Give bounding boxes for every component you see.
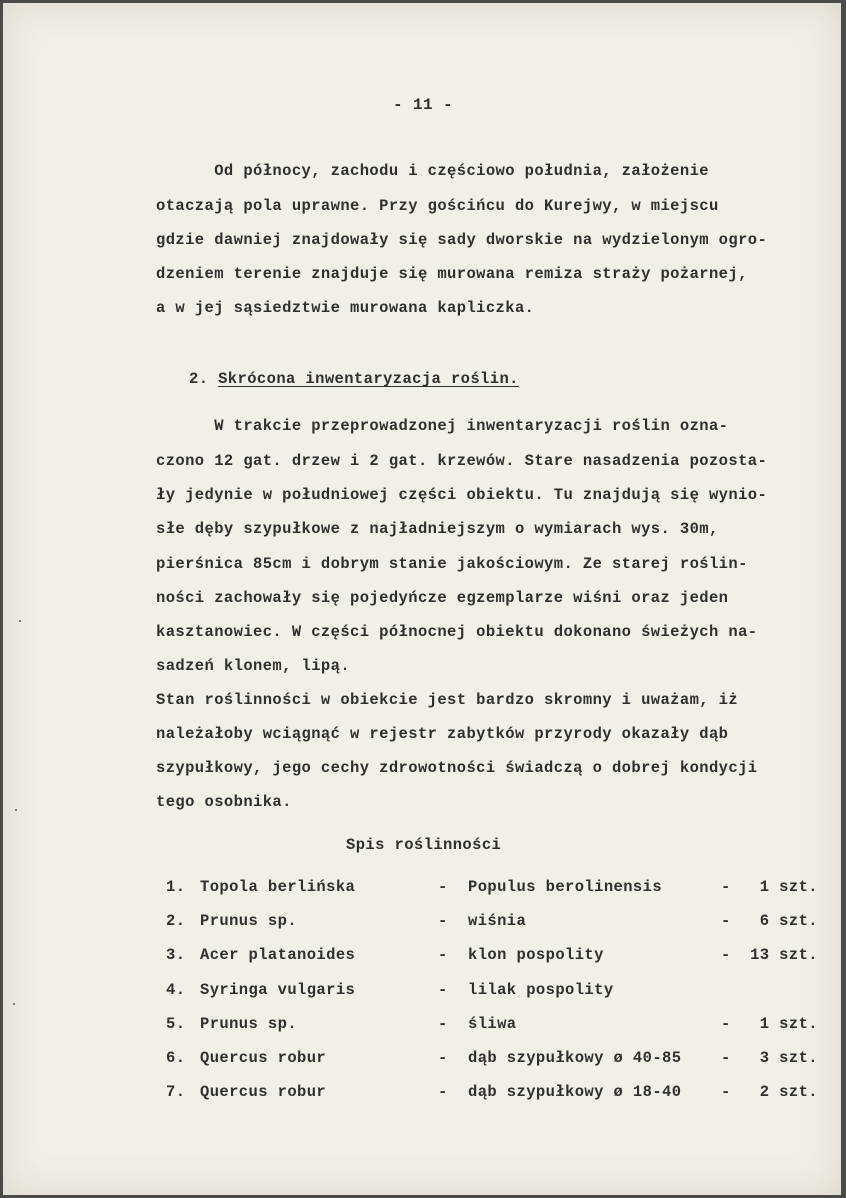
plant-separator: -: [721, 946, 731, 964]
paragraph-line: kasztanowiec. W części północnej obiektu dokonano świeżych na-: [156, 623, 758, 641]
paper-speck: [15, 809, 17, 811]
plant-row: [3, 1083, 841, 1111]
plant-row: [3, 1015, 841, 1043]
plant-name: Acer platanoides: [200, 946, 356, 964]
plant-row: [3, 1049, 841, 1077]
plant-name: Quercus robur: [200, 1049, 327, 1067]
section-heading: [189, 370, 519, 388]
paper-speck: [19, 620, 21, 622]
plant-list-title: Spis roślinności: [346, 836, 502, 854]
plant-description: klon pospolity: [468, 946, 604, 964]
section-title: Skrócona inwentaryzacja roślin.: [218, 370, 519, 388]
plant-name: Quercus robur: [200, 1083, 327, 1101]
plant-quantity: 3 szt.: [759, 1049, 818, 1067]
plant-separator: -: [721, 1083, 731, 1101]
paragraph-line: należałoby wciągnąć w rejestr zabytków przyrody okazały dąb: [156, 725, 729, 743]
paragraph-line: Od północy, zachodu i częściowo południa, założenie: [156, 162, 709, 180]
page-number: - 11 -: [393, 96, 454, 114]
plant-name: Syringa vulgaris: [200, 981, 356, 999]
paragraph-line: gdzie dawniej znajdowały się sady dworskie na wydzielonym ogro-: [156, 231, 768, 249]
paragraph-line: ły jedynie w południowej części obiektu. Tu znajdują się wynio-: [156, 486, 768, 504]
plant-separator: -: [721, 1049, 731, 1067]
paragraph-line: sadzeń klonem, lipą.: [156, 657, 351, 675]
plant-quantity: 2 szt.: [759, 1083, 818, 1101]
plant-separator: -: [438, 1049, 448, 1067]
paragraph-line: ności zachowały się pojedyńcze egzemplarze wiśni oraz jeden: [156, 589, 729, 607]
paragraph-line: czono 12 gat. drzew i 2 gat. krzewów. Stare nasadzenia pozosta-: [156, 452, 768, 470]
plant-row: [3, 912, 841, 940]
plant-quantity: 13 szt.: [750, 946, 818, 964]
plant-row: [3, 981, 841, 1009]
plant-separator: -: [721, 912, 731, 930]
plant-quantity: 1 szt.: [759, 1015, 818, 1033]
plant-number: 5.: [166, 1015, 186, 1033]
plant-separator: -: [438, 878, 448, 896]
plant-separator: -: [721, 878, 731, 896]
plant-separator: -: [438, 1083, 448, 1101]
paragraph-line: szypułkowy, jego cechy zdrowotności świadczą o dobrej kondycji: [156, 759, 758, 777]
plant-description: dąb szypułkowy ø 18-40: [468, 1083, 682, 1101]
paragraph-line: słe dęby szypułkowe z najładniejszym o wymiarach wys. 30m,: [156, 520, 719, 538]
plant-description: dąb szypułkowy ø 40-85: [468, 1049, 682, 1067]
plant-number: 6.: [166, 1049, 186, 1067]
paper-speck: [13, 1003, 15, 1005]
paragraph-line: tego osobnika.: [156, 793, 292, 811]
plant-quantity: 6 szt.: [759, 912, 818, 930]
plant-row: [3, 878, 841, 906]
section-number: 2.: [189, 370, 209, 388]
plant-description: wiśnia: [468, 912, 527, 930]
plant-number: 1.: [166, 878, 186, 896]
plant-quantity: 1 szt.: [759, 878, 818, 896]
paragraph-line: a w jej sąsiedztwie murowana kapliczka.: [156, 299, 535, 317]
plant-description: śliwa: [468, 1015, 517, 1033]
plant-description: Populus berolinensis: [468, 878, 663, 896]
paragraph-line: W trakcie przeprowadzonej inwentaryzacji roślin ozna-: [156, 417, 729, 435]
paragraph-line: otaczają pola uprawne. Przy gościńcu do Kurejwy, w miejscu: [156, 197, 719, 215]
plant-name: Topola berlińska: [200, 878, 356, 896]
plant-number: 2.: [166, 912, 186, 930]
paragraph-line: pierśnica 85cm i dobrym stanie jakościowym. Ze starej roślin-: [156, 555, 748, 573]
plant-number: 3.: [166, 946, 186, 964]
paragraph-line: Stan roślinności w obiekcie jest bardzo skromny i uważam, iż: [156, 691, 739, 709]
plant-separator: -: [438, 946, 448, 964]
plant-number: 7.: [166, 1083, 186, 1101]
document-page: [3, 3, 841, 1195]
paragraph-line: dzeniem terenie znajduje się murowana remiza straży pożarnej,: [156, 265, 748, 283]
plant-description: lilak pospolity: [468, 981, 614, 999]
plant-number: 4.: [166, 981, 186, 999]
plant-separator: -: [438, 981, 448, 999]
plant-name: Prunus sp.: [200, 1015, 298, 1033]
plant-row: [3, 946, 841, 974]
plant-separator: -: [438, 912, 448, 930]
plant-name: Prunus sp.: [200, 912, 298, 930]
plant-separator: -: [721, 1015, 731, 1033]
plant-separator: -: [438, 1015, 448, 1033]
